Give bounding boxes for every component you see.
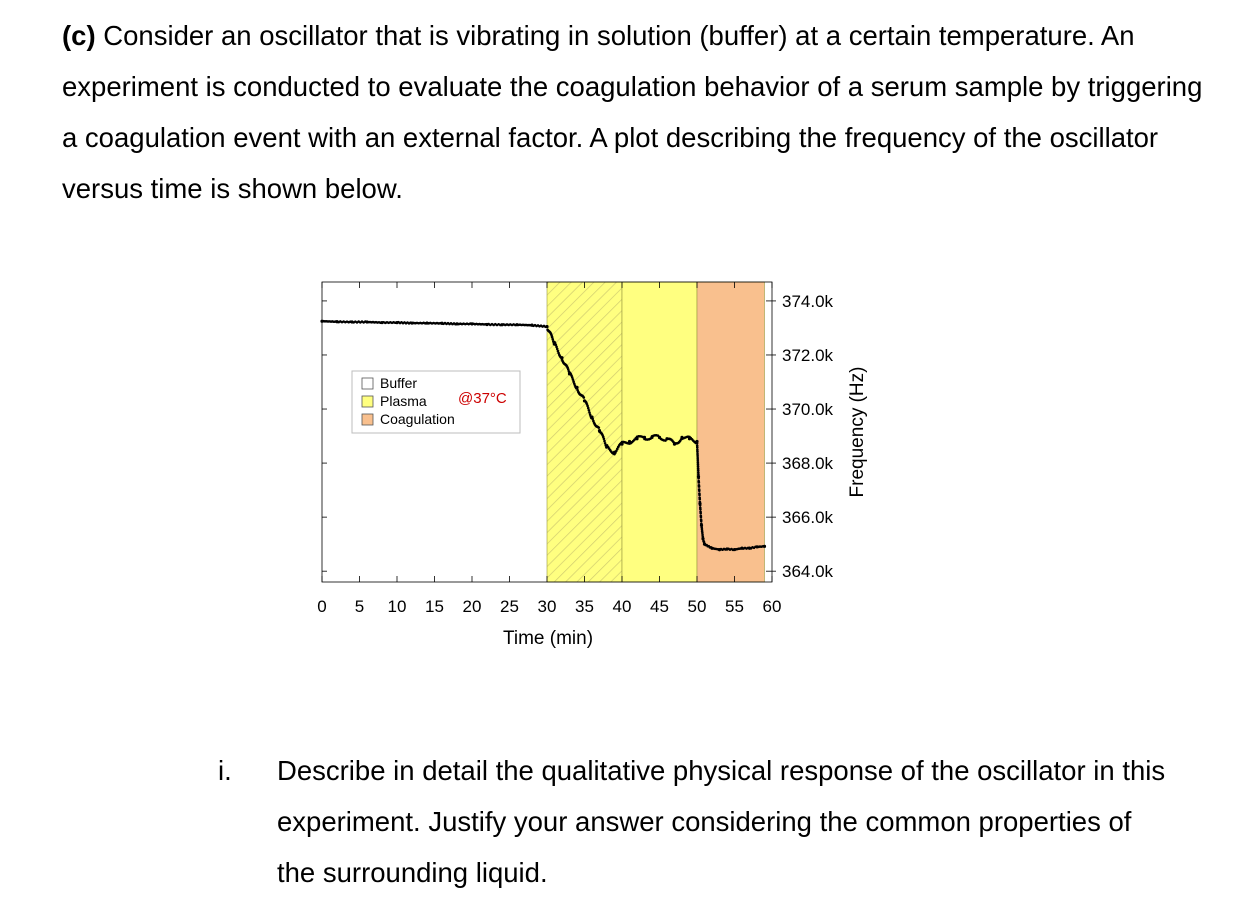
data-point: [695, 440, 698, 443]
x-tick-label: 15: [425, 597, 444, 616]
data-point: [530, 324, 533, 327]
data-point: [583, 396, 586, 399]
y-tick-label: 368.0k: [782, 454, 834, 474]
x-tick-label: 20: [462, 597, 482, 616]
x-tick-label: 60: [762, 597, 782, 616]
data-point: [335, 320, 338, 323]
part-label: (c): [62, 20, 96, 51]
data-point: [650, 436, 653, 439]
data-point: [658, 436, 661, 439]
data-point: [698, 485, 701, 488]
data-point: [673, 443, 676, 446]
data-point: [598, 426, 601, 429]
data-point: [410, 321, 413, 324]
data-point: [605, 445, 608, 448]
data-point: [587, 407, 590, 410]
data-point: [688, 437, 691, 440]
intro-paragraph: [62, 10, 1212, 214]
data-point: [395, 321, 398, 324]
x-tick-label: 30: [537, 597, 557, 616]
data-point: [515, 323, 518, 326]
y-tick-label: 372.0k: [782, 345, 834, 365]
data-point: [680, 436, 683, 439]
region-plasma-2: [622, 282, 697, 582]
data-point: [440, 322, 443, 325]
data-point: [696, 446, 699, 449]
legend-temperature-note: @37°C: [458, 390, 507, 407]
legend-swatch-plasma: [362, 396, 373, 407]
legend-swatch-coagulation: [362, 414, 373, 425]
data-point: [740, 547, 743, 550]
data-point: [665, 437, 668, 440]
x-tick-label: 55: [725, 597, 744, 616]
data-point: [698, 481, 701, 484]
data-point: [551, 338, 554, 341]
data-point: [698, 489, 701, 492]
intro-text: Consider an oscillator that is vibrating in solution (buffer) at a certain temperature. An experiment is conducted to evaluate the coagulation behavior of a serum sample by triggering a coagulation event with an external factor. A plot describing the frequency of the oscillator versus time is shown below.: [62, 20, 1203, 204]
data-point: [699, 512, 702, 515]
data-point: [560, 356, 563, 359]
data-point: [500, 323, 503, 326]
legend-label-coagulation: Coagulation: [380, 411, 455, 427]
data-point: [485, 323, 488, 326]
data-point: [733, 548, 736, 551]
data-point: [696, 450, 699, 453]
y-tick-label: 366.0k: [782, 508, 834, 528]
data-point: [700, 520, 703, 523]
y-tick-label: 364.0k: [782, 562, 834, 582]
x-tick-label: 5: [354, 597, 365, 616]
data-point: [365, 320, 368, 323]
question-number: i.: [218, 755, 232, 786]
question-text: Describe in detail the qualitative physical response of the oscillator in this experiment. Justify your answer considering the common properties of the surrounding liquid.: [277, 755, 1166, 888]
data-point: [698, 502, 701, 505]
data-point: [643, 436, 646, 439]
x-tick-label: 35: [575, 597, 594, 616]
legend: [352, 371, 520, 433]
data-point: [583, 399, 586, 402]
data-point: [604, 442, 607, 445]
x-tick-label: 40: [612, 597, 632, 616]
data-point: [603, 440, 606, 443]
data-point: [697, 475, 700, 478]
data-point: [350, 320, 353, 323]
data-point: [698, 494, 701, 497]
x-tick-label: 45: [650, 597, 669, 616]
x-tick-label: 0: [317, 597, 327, 616]
data-point: [470, 322, 473, 325]
data-point: [755, 545, 758, 548]
legend-label-plasma: Plasma: [380, 393, 427, 409]
data-point: [380, 321, 383, 324]
data-point: [628, 440, 631, 443]
data-point: [455, 322, 458, 325]
y-tick-label: 370.0k: [782, 400, 834, 420]
data-point: [703, 543, 706, 546]
data-point: [710, 547, 713, 550]
data-point: [603, 438, 606, 441]
data-point: [553, 343, 556, 346]
x-tick-label: 25: [500, 597, 519, 616]
legend-swatch-buffer: [362, 378, 373, 389]
data-point: [575, 386, 578, 389]
legend-label-buffer: Buffer: [380, 375, 418, 391]
y-axis-label: Frequency (Hz): [847, 366, 868, 498]
data-point: [590, 416, 593, 419]
data-point: [568, 372, 571, 375]
x-tick-label: 50: [687, 597, 707, 616]
data-point: [748, 547, 751, 550]
data-point: [700, 524, 703, 527]
data-point: [545, 325, 548, 328]
frequency-time-chart: [300, 270, 868, 665]
data-point: [763, 545, 766, 548]
x-tick-label: 10: [387, 597, 407, 616]
data-point: [635, 437, 638, 440]
data-point: [588, 409, 591, 412]
data-point: [425, 321, 428, 324]
data-point: [598, 429, 601, 432]
data-point: [620, 443, 623, 446]
x-axis-label: Time (min): [502, 628, 594, 649]
y-tick-label: 374.0k: [782, 291, 834, 311]
data-point: [701, 537, 704, 540]
data-point: [699, 508, 702, 511]
region-plasma-1: [547, 282, 622, 582]
region-coagulation-3: [697, 282, 765, 582]
data-point: [725, 547, 728, 550]
data-point: [613, 451, 616, 454]
data-point: [718, 548, 721, 551]
data-point: [700, 516, 703, 519]
data-point: [698, 498, 701, 501]
